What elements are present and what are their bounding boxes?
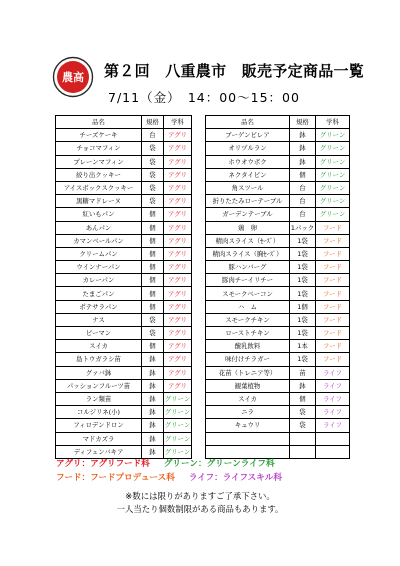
- product-unit: 鉢: [142, 419, 164, 432]
- table-row: [56, 419, 192, 432]
- product-dept: アグリ: [164, 313, 192, 326]
- table-row: [56, 247, 192, 260]
- product-dept: グリーン: [316, 168, 350, 181]
- product-name: ディフェンバキア: [56, 445, 142, 458]
- header-dept: 学科: [164, 116, 192, 129]
- table-row: [56, 379, 192, 392]
- table-row: [206, 419, 350, 432]
- product-dept: アグリ: [164, 340, 192, 353]
- product-unit: 台: [290, 195, 316, 208]
- product-dept: アグリ: [164, 181, 192, 194]
- product-name: 角スツール: [206, 181, 290, 194]
- table-row: [206, 261, 350, 274]
- product-unit: 鉢: [142, 445, 164, 458]
- product-dept: アグリ: [164, 142, 192, 155]
- table-row: [206, 221, 350, 234]
- product-unit: 鉢: [142, 432, 164, 445]
- product-name: たまごパン: [56, 287, 142, 300]
- product-unit: 1袋: [290, 287, 316, 300]
- table-row: [56, 168, 192, 181]
- product-dept: アグリ: [164, 353, 192, 366]
- product-unit: 鉢: [142, 379, 164, 392]
- table-row: [56, 261, 192, 274]
- product-unit: 台: [290, 208, 316, 221]
- product-dept: フード: [316, 247, 350, 260]
- product-unit: 鉢: [142, 353, 164, 366]
- table-row: [206, 392, 350, 405]
- product-name: 醗乳飲料: [206, 340, 290, 353]
- product-dept: グリーン: [164, 406, 192, 419]
- table-row: [56, 234, 192, 247]
- product-name: スモークベーコン: [206, 287, 290, 300]
- product-unit: 苗: [290, 366, 316, 379]
- product-name: ローストチキン: [206, 327, 290, 340]
- product-name: スイカ: [206, 392, 290, 405]
- table-row: [206, 379, 350, 392]
- product-dept: ライフ: [316, 392, 350, 405]
- product-unit: 袋: [142, 155, 164, 168]
- table-row: [206, 142, 350, 155]
- product-dept: アグリ: [164, 221, 192, 234]
- product-name: [206, 432, 290, 445]
- product-unit: 袋: [142, 327, 164, 340]
- product-unit: 個: [142, 234, 164, 247]
- product-name: ラン類苗: [56, 392, 142, 405]
- product-unit: 個: [142, 247, 164, 260]
- product-unit: 個: [290, 392, 316, 405]
- product-name: 黒糖マドレーヌ: [56, 195, 142, 208]
- product-unit: 個: [142, 221, 164, 234]
- page-title: 第２回 八重農市 販売予定商品一覧: [104, 62, 365, 80]
- product-dept: グリーン: [164, 419, 192, 432]
- product-name: ホウオウボク: [206, 155, 290, 168]
- product-name: ハ ム: [206, 300, 290, 313]
- product-unit: 1個: [290, 300, 316, 313]
- legend-line-1: [56, 457, 275, 469]
- header-dept: 学科: [316, 116, 350, 129]
- table-header-row: [56, 116, 192, 129]
- product-dept: フード: [316, 287, 350, 300]
- product-dept: フード: [316, 261, 350, 274]
- table-header-row: [206, 116, 350, 129]
- product-name: 精肉スライス（胸ｾｰｽﾞ）: [206, 247, 290, 260]
- product-unit: 鉢: [290, 129, 316, 142]
- product-unit: 1袋: [290, 234, 316, 247]
- product-dept: フード: [316, 353, 350, 366]
- table-row: [56, 208, 192, 221]
- product-name: パッションフルーツ苗: [56, 379, 142, 392]
- product-unit: 個: [142, 340, 164, 353]
- table-row: [206, 274, 350, 287]
- product-dept: グリーン: [316, 142, 350, 155]
- table-row: [56, 195, 192, 208]
- product-dept: フード: [316, 221, 350, 234]
- table-row: [56, 406, 192, 419]
- product-name: フィロデンドロン: [56, 419, 142, 432]
- product-name: 島トウガラシ苗: [56, 353, 142, 366]
- product-name: ブーゲンビレア: [206, 129, 290, 142]
- product-dept: アグリ: [164, 287, 192, 300]
- product-unit: [290, 445, 316, 458]
- product-name: ガーデンテーブル: [206, 208, 290, 221]
- product-name: 精肉スライス（ｾｰｽﾞ）: [206, 234, 290, 247]
- header-name: 品名: [206, 116, 290, 129]
- table-row: [56, 432, 192, 445]
- product-dept: アグリ: [164, 300, 192, 313]
- product-dept: フード: [316, 234, 350, 247]
- product-dept: グリーン: [316, 155, 350, 168]
- product-dept: グリーン: [316, 208, 350, 221]
- product-dept: アグリ: [164, 129, 192, 142]
- product-name: プレーンマフィン: [56, 155, 142, 168]
- product-name: カマンベールパン: [56, 234, 142, 247]
- product-unit: 台: [142, 129, 164, 142]
- table-row: [56, 129, 192, 142]
- table-row: [56, 181, 192, 194]
- product-unit: 鉢: [142, 392, 164, 405]
- table-row: [56, 327, 192, 340]
- product-table-right: [205, 115, 350, 459]
- table-row: [56, 142, 192, 155]
- product-unit: 1袋: [290, 247, 316, 260]
- product-unit: 1袋: [290, 274, 316, 287]
- legend-green: グリーン：グリーンライフ科: [163, 459, 275, 469]
- table-row: [206, 406, 350, 419]
- product-unit: 袋: [142, 142, 164, 155]
- product-name: 豚肉チーイリチー: [206, 274, 290, 287]
- product-dept: グリーン: [164, 445, 192, 458]
- table-row: [206, 353, 350, 366]
- table-row: [206, 287, 350, 300]
- product-unit: 袋: [290, 419, 316, 432]
- product-name: ポテサラパン: [56, 300, 142, 313]
- table-row: [206, 168, 350, 181]
- product-dept: ライフ: [316, 366, 350, 379]
- product-unit: [290, 432, 316, 445]
- product-dept: フード: [316, 313, 350, 326]
- product-dept: フード: [316, 340, 350, 353]
- product-name: オリヅルラン: [206, 142, 290, 155]
- table-row: [56, 221, 192, 234]
- product-unit: 袋: [142, 168, 164, 181]
- product-dept: [316, 445, 350, 458]
- product-name: カレーパン: [56, 274, 142, 287]
- product-dept: アグリ: [164, 327, 192, 340]
- product-dept: アグリ: [164, 261, 192, 274]
- product-dept: グリーン: [316, 129, 350, 142]
- product-name: 観葉植物: [206, 379, 290, 392]
- table-row: [206, 155, 350, 168]
- legend-line-2: [56, 471, 282, 483]
- product-name: 鶏 卵: [206, 221, 290, 234]
- product-unit: 袋: [142, 313, 164, 326]
- table-row: [206, 195, 350, 208]
- product-name: コルジリネ(小): [56, 406, 142, 419]
- product-name: グァバ鉢: [56, 366, 142, 379]
- product-unit: 袋: [142, 195, 164, 208]
- product-dept: グリーン: [316, 181, 350, 194]
- product-unit: 鉢: [290, 142, 316, 155]
- header-unit: 規格: [290, 116, 316, 129]
- table-row: [56, 300, 192, 313]
- table-row: [206, 366, 350, 379]
- product-name: ナス: [56, 313, 142, 326]
- table-row: [206, 208, 350, 221]
- table-row: [206, 432, 350, 445]
- event-datetime: 7/11（金） 14：00〜15：00: [108, 90, 300, 105]
- table-row: [56, 353, 192, 366]
- product-dept: アグリ: [164, 208, 192, 221]
- product-unit: 1本: [290, 340, 316, 353]
- product-name: 折りたたみローテーブル: [206, 195, 290, 208]
- product-name: キュウリ: [206, 419, 290, 432]
- product-name: ネクタイピン: [206, 168, 290, 181]
- header-name: 品名: [56, 116, 142, 129]
- product-unit: 個: [142, 287, 164, 300]
- product-unit: 鉢: [142, 406, 164, 419]
- product-unit: 1パック: [290, 221, 316, 234]
- product-dept: フード: [316, 300, 350, 313]
- table-row: [206, 247, 350, 260]
- product-dept: フード: [316, 274, 350, 287]
- table-row: [56, 274, 192, 287]
- product-dept: アグリ: [164, 234, 192, 247]
- product-unit: 鉢: [290, 155, 316, 168]
- legend-life: ライフ：ライフスキル科: [188, 473, 282, 483]
- product-unit: 個: [290, 168, 316, 181]
- product-unit: 個: [142, 274, 164, 287]
- product-dept: アグリ: [164, 155, 192, 168]
- product-unit: 1袋: [290, 353, 316, 366]
- product-unit: 鉢: [142, 366, 164, 379]
- note-per-person: 一人当たり個数制限がある商品もあります。: [116, 504, 284, 514]
- table-row: [206, 300, 350, 313]
- table-row: [206, 181, 350, 194]
- product-dept: フード: [316, 327, 350, 340]
- product-dept: アグリ: [164, 195, 192, 208]
- product-name: 花苗（トレニア等）: [206, 366, 290, 379]
- product-name: ピーマン: [56, 327, 142, 340]
- product-name: 紅いもパン: [56, 208, 142, 221]
- product-unit: 個: [142, 300, 164, 313]
- product-name: アイスボックスクッキー: [56, 181, 142, 194]
- table-row: [206, 129, 350, 142]
- product-name: クリームパン: [56, 247, 142, 260]
- product-name: チョコマフィン: [56, 142, 142, 155]
- product-name: チーズケーキ: [56, 129, 142, 142]
- product-name: スモークチキン: [206, 313, 290, 326]
- note-limit: ※数には限りがありますご了承下さい。: [125, 491, 275, 501]
- logo-text: 農高: [62, 71, 84, 84]
- product-unit: 袋: [142, 181, 164, 194]
- legend-food: フード：フードプロデュース科: [56, 473, 175, 483]
- header-unit: 規格: [142, 116, 164, 129]
- product-unit: 袋: [290, 406, 316, 419]
- table-row: [56, 287, 192, 300]
- product-name: 味付けチラガー: [206, 353, 290, 366]
- product-unit: 1袋: [290, 327, 316, 340]
- product-dept: ライフ: [316, 379, 350, 392]
- product-unit: 台: [290, 181, 316, 194]
- table-row: [56, 313, 192, 326]
- product-name: スイカ: [56, 340, 142, 353]
- product-dept: アグリ: [164, 366, 192, 379]
- product-dept: アグリ: [164, 274, 192, 287]
- school-logo: [52, 56, 94, 98]
- product-dept: [316, 432, 350, 445]
- table-row: [56, 155, 192, 168]
- product-name: 絞り出クッキー: [56, 168, 142, 181]
- table-row: [56, 392, 192, 405]
- product-table-left: [55, 115, 192, 459]
- product-dept: グリーン: [164, 392, 192, 405]
- product-name: マドカズラ: [56, 432, 142, 445]
- table-row: [206, 313, 350, 326]
- product-unit: 1袋: [290, 313, 316, 326]
- product-dept: グリーン: [164, 432, 192, 445]
- table-row: [206, 234, 350, 247]
- product-unit: 1袋: [290, 261, 316, 274]
- table-row: [56, 340, 192, 353]
- product-name: あんパン: [56, 221, 142, 234]
- product-dept: ライフ: [316, 419, 350, 432]
- product-name: ウインナーパン: [56, 261, 142, 274]
- product-unit: 個: [142, 208, 164, 221]
- product-dept: アグリ: [164, 247, 192, 260]
- product-dept: ライフ: [316, 406, 350, 419]
- product-name: 豚ハンバーグ: [206, 261, 290, 274]
- legend-agri: アグリ：アグリフード科: [56, 459, 150, 469]
- product-name: ニラ: [206, 406, 290, 419]
- product-dept: アグリ: [164, 168, 192, 181]
- product-dept: グリーン: [316, 195, 350, 208]
- product-unit: 個: [142, 261, 164, 274]
- table-row: [206, 340, 350, 353]
- product-unit: 鉢: [290, 379, 316, 392]
- table-row: [56, 366, 192, 379]
- product-dept: アグリ: [164, 379, 192, 392]
- table-row: [206, 327, 350, 340]
